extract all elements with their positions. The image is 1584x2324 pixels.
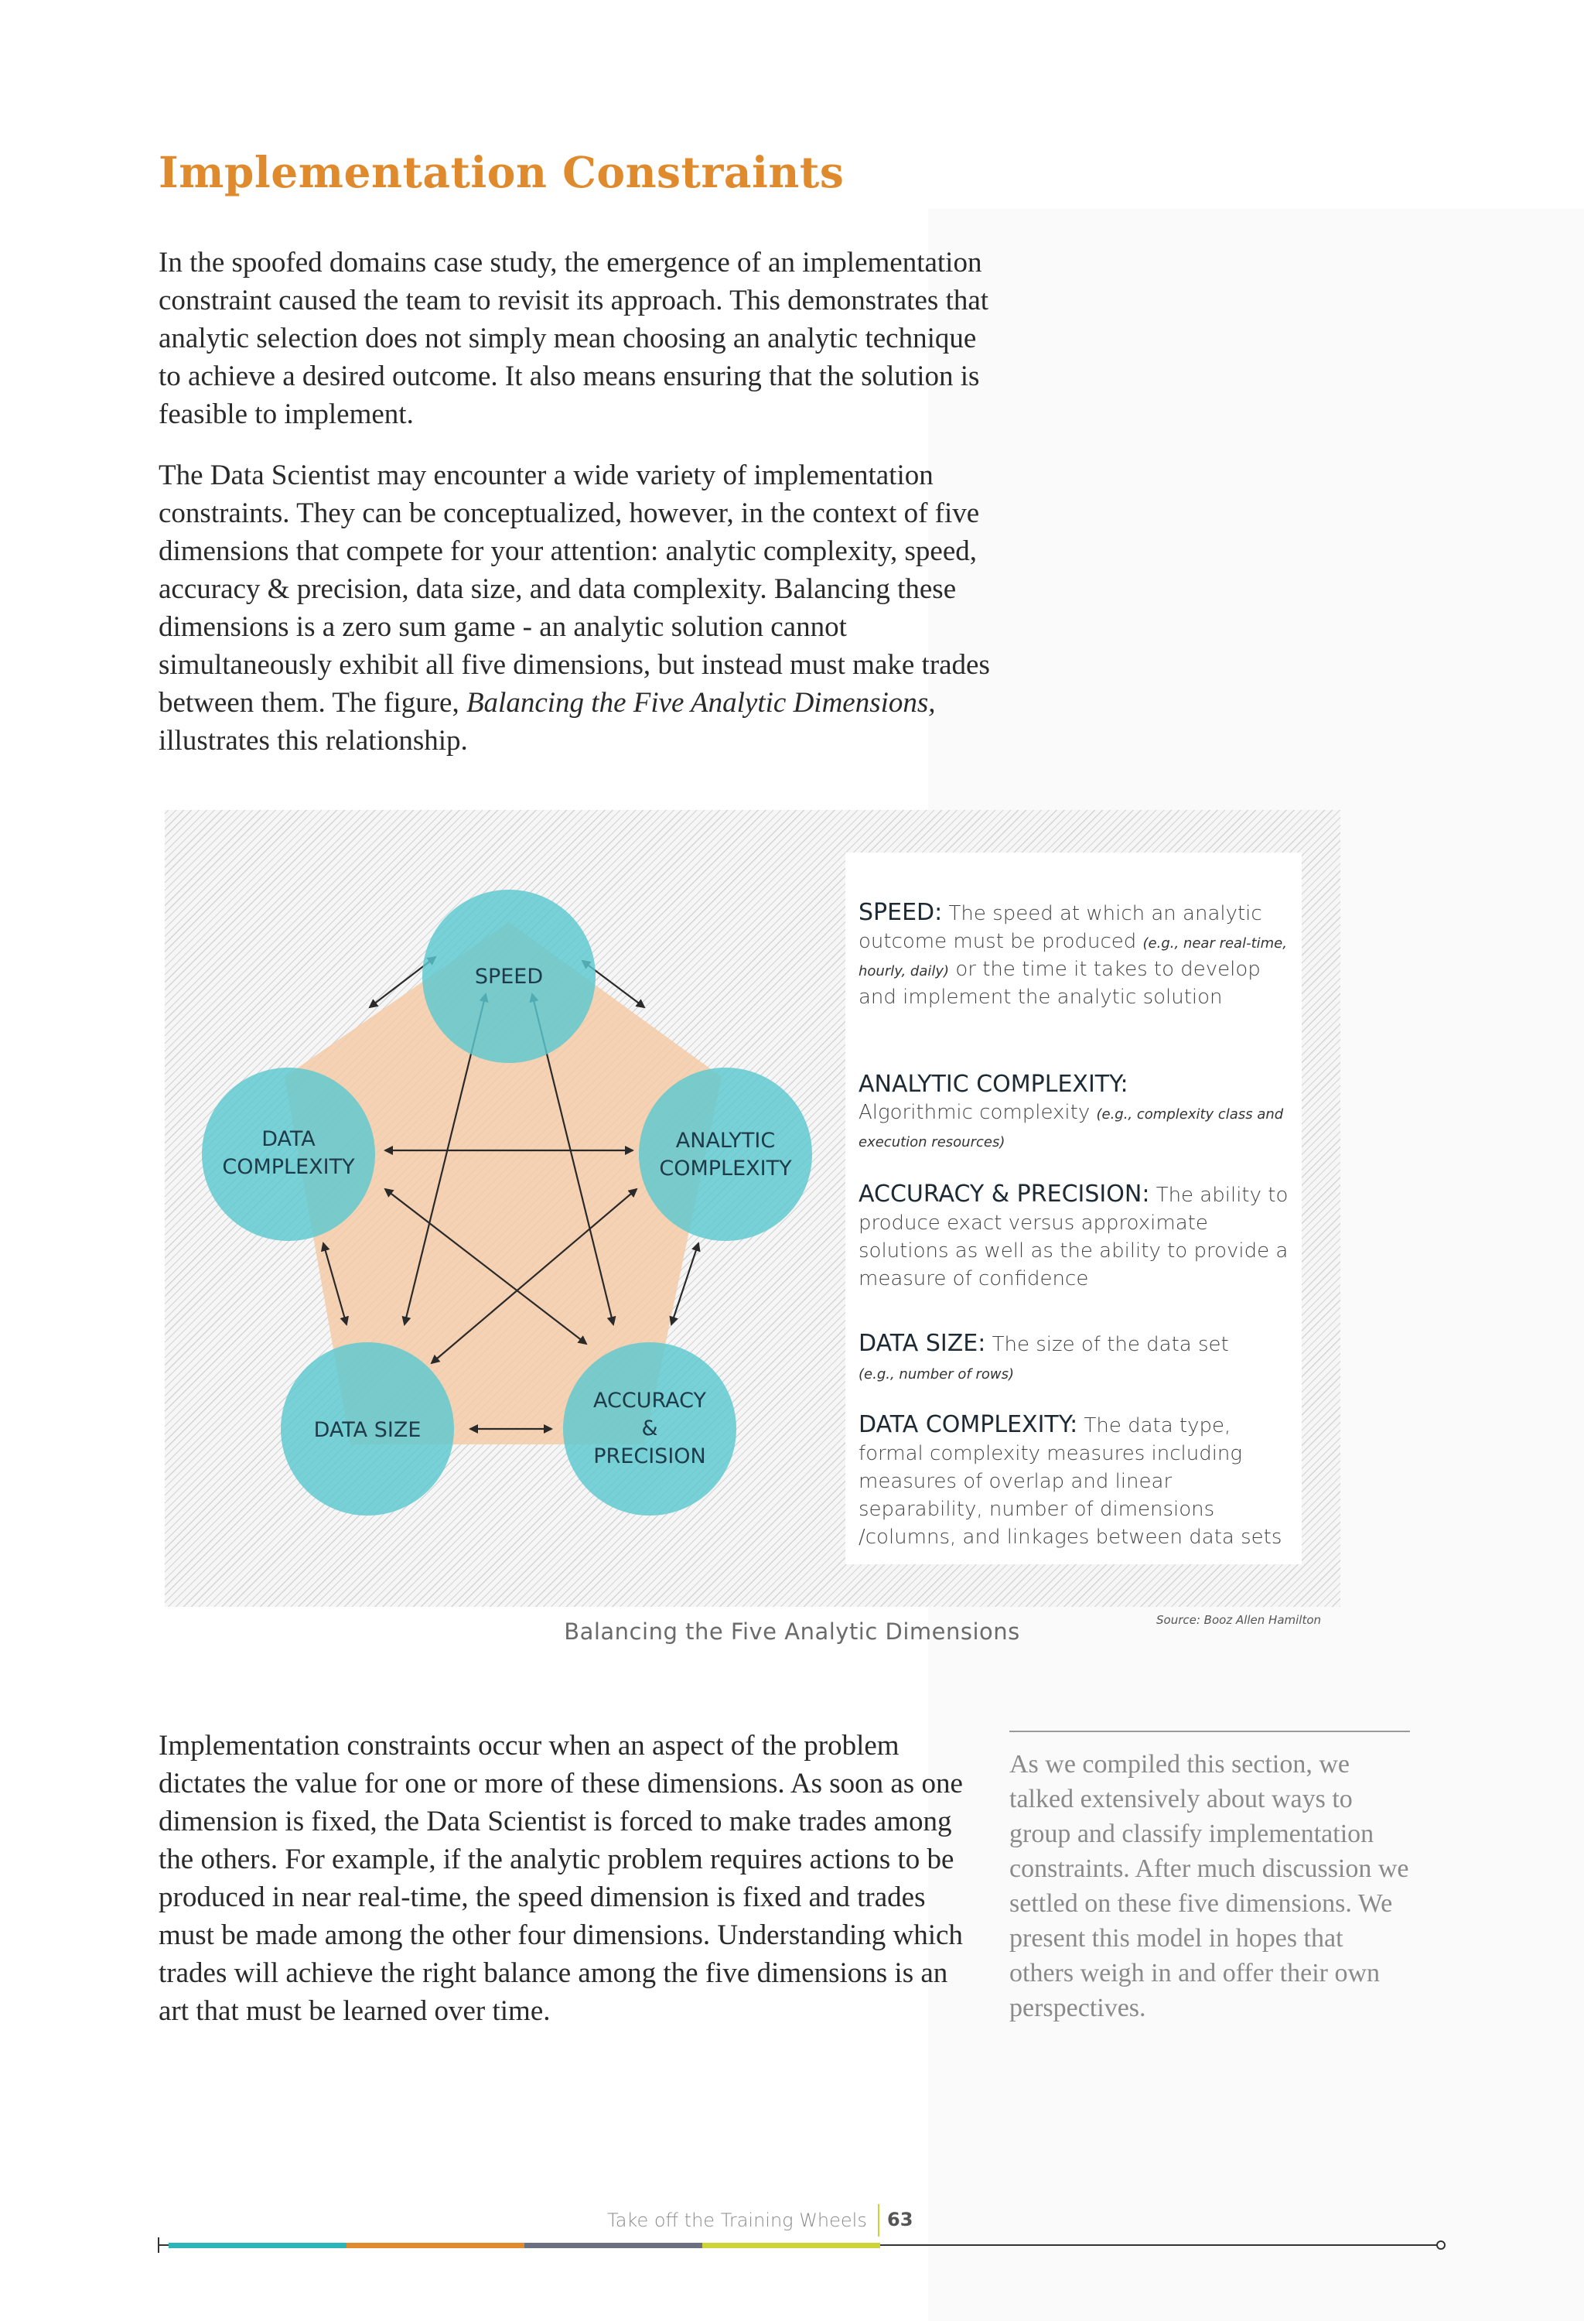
- page-title: Implementation Constraints: [159, 147, 845, 197]
- legend-data-complexity: DATA COMPLEXITY: The data type, formal complexity measures including measures of overlap and linear separability, number of dimensions /columns, and linkages between data sets: [859, 1411, 1282, 1549]
- legend-accuracy-precision: ACCURACY & PRECISION: The ability to produce exact versus approximate solutions as well as the ability to provide a measure of confidence: [859, 1181, 1289, 1290]
- circle-data-complexity: [202, 1068, 375, 1241]
- circle-analytic-complexity: [639, 1068, 812, 1241]
- figure-source: Source: Booz Allen Hamilton: [1156, 1613, 1322, 1627]
- label-analytic-2: COMPLEXITY: [659, 1157, 792, 1181]
- page-number: 63: [887, 2209, 913, 2230]
- label-analytic-1: ANALYTIC: [675, 1129, 776, 1153]
- dimensions-text: The Data Scientist may encounter a wide variety of implementation constraints. They can be conceptualized, however, in the context of five dimensions that compete for your attention: analytic complexity, speed, accuracy & precision, data size, and data complexity. Balancing these dimensions is a zero sum game - an analytic solution cannot simultaneously exhibit all five dimensions, but instead must make trades between them. The figure,: [159, 460, 990, 719]
- intro-paragraph: [159, 244, 994, 433]
- label-accuracy-2: &: [641, 1417, 658, 1441]
- footer-bar-yellow: [702, 2243, 880, 2248]
- label-complexity-2: COMPLEXITY: [222, 1155, 355, 1179]
- label-accuracy-1: ACCURACY: [593, 1389, 706, 1413]
- footer-bar-orange: [346, 2243, 524, 2248]
- footer-end-dot: [1437, 2241, 1445, 2249]
- sidebar-divider: [1009, 1731, 1410, 1732]
- dimensions-text-end: illustrates this relationship.: [159, 725, 468, 757]
- legend-speed: SPEED: The speed at which an analytic outcome must be produced (e.g., near real-time, hourly, daily) or the time it takes to develop and implement the analytic solution: [859, 899, 1287, 1009]
- constraints-text: Implementation constraints occur when an aspect of the problem dictates the value for one or more of these dimensions. As soon as one dimension is fixed, the Data Scientist is forced to make trades among the others. For example, if the analytic problem requires actions to be produced in near real-time, the speed dimension is fixed and trades must be made among the other four dimensions. Understanding which trades will achieve the right balance among the five dimensions is an art that must be learned over time.: [159, 1730, 963, 2027]
- sidebar-note: As we compiled this section, we talked extensively about ways to group and classify implementation constraints. After much discussion we settled on these five dimensions. We present this model in hopes that others weigh in and offer their own perspectives.: [1009, 1750, 1409, 2022]
- legend-analytic-complexity: ANALYTIC COMPLEXITY: Algorithmic complexity (e.g., complexity class and execution resources): [859, 1071, 1284, 1150]
- footer-bar-gray: [524, 2243, 702, 2248]
- five-dimensions-figure: [165, 810, 1340, 1607]
- constraints-paragraph: [159, 1727, 978, 2030]
- footer-bar-teal: [169, 2243, 346, 2248]
- label-speed: SPEED: [474, 965, 544, 989]
- footer-section-title: Take off the Training Wheels: [607, 2210, 867, 2231]
- label-data-size: DATA SIZE: [313, 1418, 422, 1442]
- label-complexity-1: DATA: [261, 1127, 316, 1151]
- figure-reference: Balancing the Five Analytic Dimensions,: [466, 687, 936, 719]
- label-accuracy-3: PRECISION: [593, 1444, 706, 1468]
- footer-color-bar: [157, 2236, 1449, 2254]
- dimensions-paragraph: [159, 456, 994, 760]
- footer-divider: [878, 2204, 879, 2237]
- intro-text: In the spoofed domains case study, the emergence of an implementation constraint caused the team to revisit its approach. This demonstrates that analytic selection does not simply mean choosing an analytic technique to achieve a desired outcome. It also means ensuring that the solution is feasible to implement.: [159, 247, 989, 430]
- figure-caption: Balancing the Five Analytic Dimensions: [564, 1618, 1020, 1645]
- legend-data-size: DATA SIZE: The size of the data set (e.g., number of rows): [859, 1330, 1229, 1382]
- legend-box: [845, 853, 1302, 1564]
